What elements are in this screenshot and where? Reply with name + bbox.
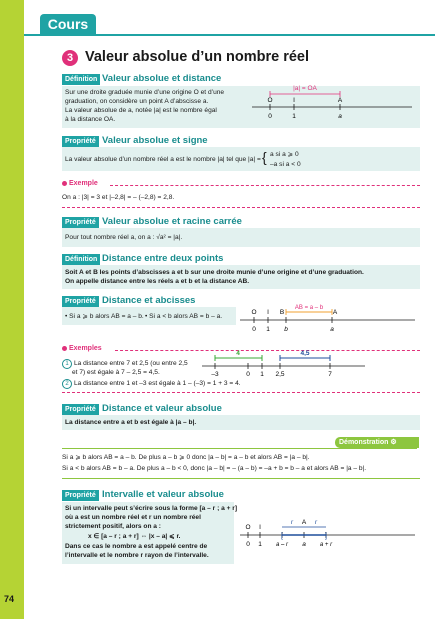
svg-text:I: I [259,524,261,531]
prop1-title: Valeur absolue et signe [102,135,208,146]
svg-text:7: 7 [328,371,332,378]
svg-text:a: a [330,326,334,333]
prop2-title: Valeur absolue et racine carrée [102,216,242,227]
svg-text:b: b [284,326,288,333]
demo-line: Si a < b alors AB = b – a. De plus a – b < 0, donc |a – b| = – (a – b) = –a + b = b – a et alors AB = |a – b|. [62,465,367,472]
svg-text:a – r: a – r [275,542,289,548]
svg-text:r: r [290,519,294,526]
svg-text:1: 1 [266,326,270,333]
svg-text:[: [ [281,533,283,540]
brace-label: |a| = OA [293,85,317,92]
prop3-number-line [240,300,420,338]
prop5-line: Dans ce cas le nombre a est appelé centre de [65,543,208,550]
def1-line: à la distance OA. [65,116,116,123]
bullet-icon [62,346,67,351]
def2-line: On appelle distance entre les réels a et b et la distance AB. [65,278,250,285]
example-divider [62,392,420,393]
example2-line: 2 La distance entre 1 et –3 est égale à 1 – (–3) = 1 + 3 = 4. [62,379,241,389]
bracket-label: AB = a – b [294,305,324,311]
demonstration-tag: Démonstration ⚙ [335,437,419,448]
example-divider [110,185,420,186]
svg-text:I: I [267,309,269,316]
svg-text:4: 4 [236,350,240,357]
prop5-title: Intervalle et valeur absolue [102,489,224,500]
prop5-number-line [240,512,420,552]
property-tag: Propriété [62,490,99,501]
demo-line: Si a ⩾ b alors AB = a – b. De plus a – b ⩾ 0 donc |a – b| = a – b et alors AB = |a – b|. [62,454,310,461]
def2-title: Distance entre deux points [102,253,224,264]
prop4-title: Distance et valeur absolue [102,403,222,414]
section-number: 3 [62,50,78,66]
example-label: Exemple [62,180,98,187]
section-title: Valeur absolue d’un nombre réel [85,49,310,65]
prop5-formula: x ∈ [a – r ; a + r] ⇔ |x – a| ⩽ r. [88,533,181,540]
definition-tag: Définition [62,254,100,265]
svg-text:A: A [301,519,307,526]
examples-label: Exemples [62,345,102,352]
property-tag: Propriété [62,296,99,307]
prop5-line: où a est un nombre réel et r un nombre réel [65,514,201,521]
def2-line: Soit A et B les points d’abscisses a et b sur une droite munie d’une origine et d’une graduation. [65,269,364,276]
svg-text:0: 0 [246,371,250,378]
example-divider [62,207,420,208]
def1-line: graduation, on considère un point A d’abscisse a. [65,98,209,105]
prop5-line: l’intervalle et le nombre r rayon de l’intervalle. [65,552,209,559]
prop5-line: Si un intervalle peut s’écrire sous la forme [a – r ; a + r] [65,505,238,512]
def1-line: La valeur absolue de a, notée |a| est le nombre égal [65,107,217,114]
axis-label-bottom: 1 [292,113,296,120]
prop4-text: La distance entre a et b est égale à |a – b|. [65,419,197,426]
prop1-case: a si a ⩾ 0 [270,151,299,158]
svg-text:1: 1 [260,371,264,378]
gear-icon: ⚙ [390,439,397,446]
svg-text:B: B [279,309,285,316]
svg-text:r: r [314,519,318,526]
svg-text:2,5: 2,5 [275,371,285,378]
prop1-text: La valeur absolue d’un nombre réel a est le nombre |a| tel que |a| = [65,156,261,163]
svg-text:a: a [302,541,306,548]
prop3-item: • Si a ⩾ b alors AB = a – b. [65,313,144,320]
svg-text:]: ] [325,533,327,540]
def1-number-line [252,80,417,125]
prop3-title: Distance et abcisses [102,295,196,306]
prop5-line: strictement positif, alors on a : [65,523,161,530]
property-tag: Propriété [62,136,99,147]
bullet-icon [62,181,67,186]
prop1-case: –a si a < 0 [270,161,301,168]
svg-text:0: 0 [246,541,250,548]
demonstration-rule [62,448,417,449]
svg-text:1: 1 [258,541,262,548]
header-rule [24,34,435,36]
axis-label-bottom: a [338,113,342,120]
axis-label-top: I [293,97,295,104]
demonstration-rule [62,478,420,479]
examples-number-line [200,346,370,380]
svg-text:4,5: 4,5 [300,350,310,357]
example2-line: 1 La distance entre 7 et 2,5 (ou entre 2,5 [62,359,188,369]
definition-tag: Définition [62,74,100,85]
svg-text:0: 0 [252,326,256,333]
svg-text:O: O [245,524,251,531]
svg-text:–3: –3 [211,371,219,378]
property-tag: Propriété [62,217,99,228]
example2-line: et 7) est égale à 7 – 2,5 = 4,5. [72,369,160,376]
prop3-item: • Si a < b alors AB = b – a. [145,313,223,320]
def1-title: Valeur absolue et distance [102,73,222,84]
brace: { [262,149,267,165]
svg-text:A: A [332,309,338,316]
page-number: 74 [4,594,15,604]
svg-text:O: O [251,309,257,316]
property-tag: Propriété [62,404,99,415]
left-color-bar [0,0,24,619]
axis-label-top: O [267,97,273,104]
axis-label-top: A [337,97,343,104]
prop2-text: Pour tout nombre réel a, on a : √a² = |a|. [65,234,183,241]
example1-text: On a : |3| = 3 et |–2,8| = – (–2,8) = 2,8. [62,194,175,201]
def1-line: Sur une droite graduée munie d’une origine O et d’une [65,89,225,96]
cours-tab: Cours [40,14,96,35]
axis-label-bottom: 0 [268,113,272,120]
svg-text:a + r: a + r [319,542,333,548]
